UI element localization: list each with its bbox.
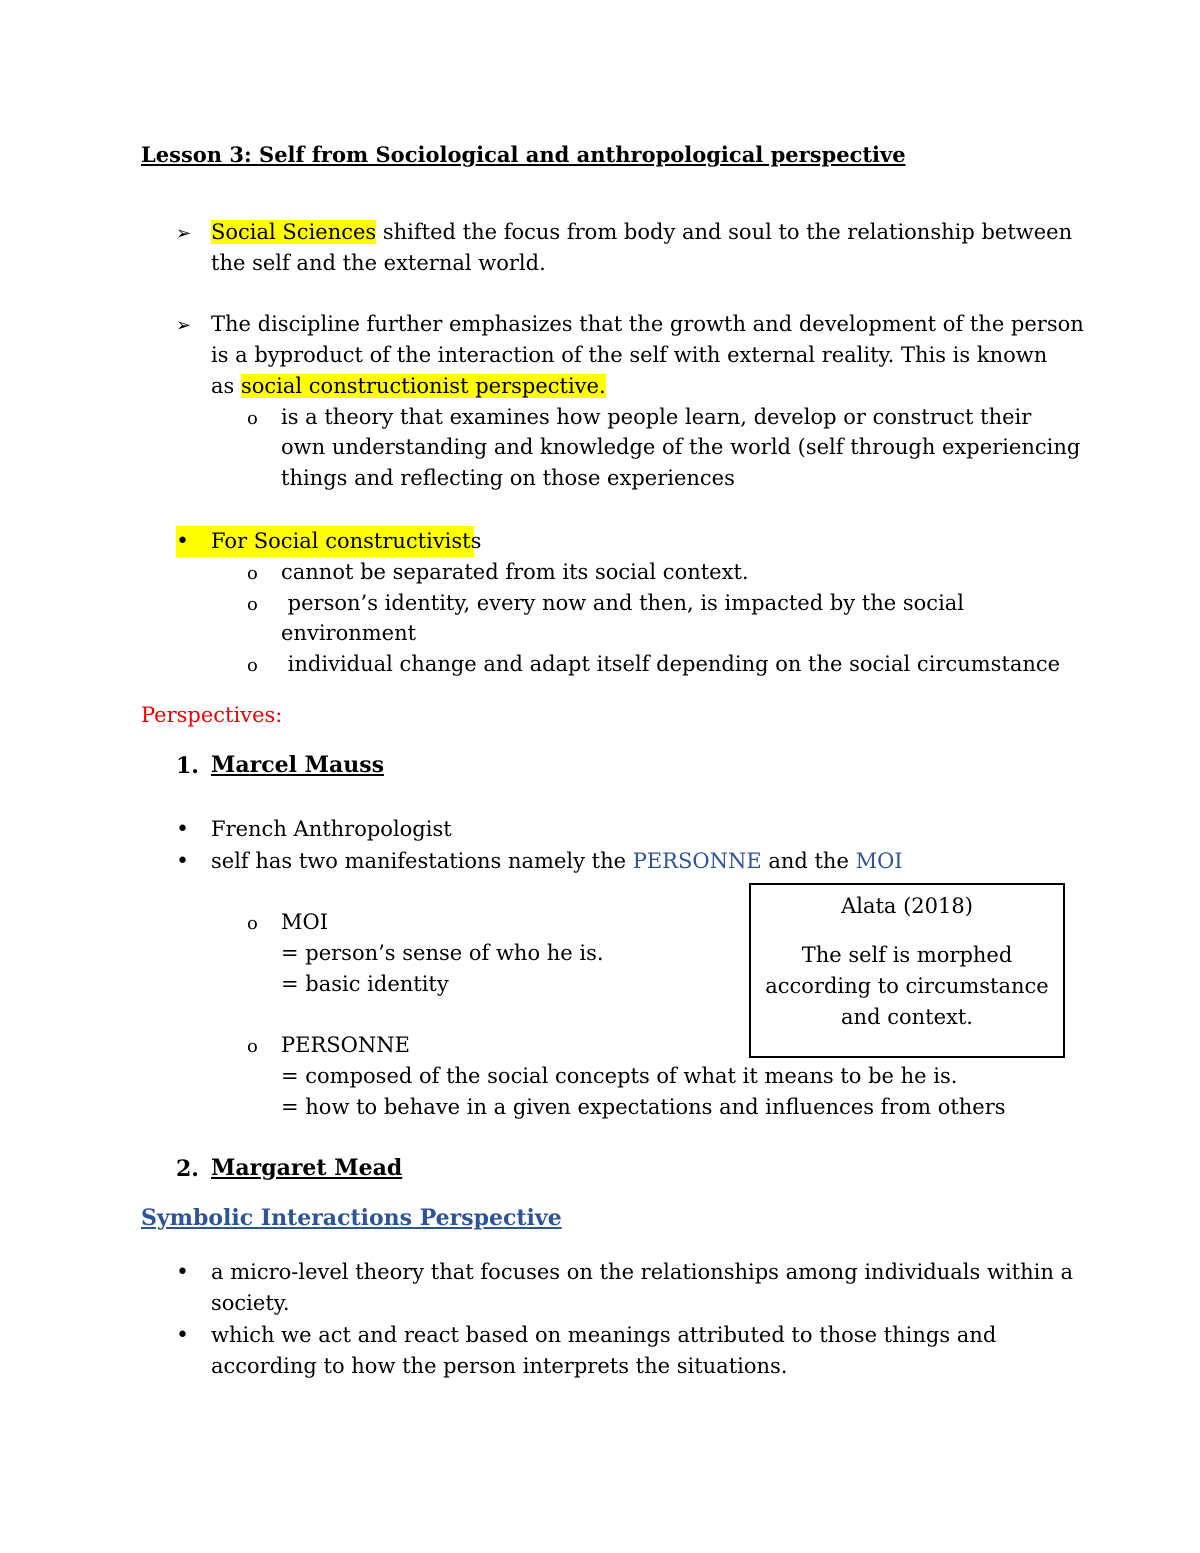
mauss-b2-pre: self has two manifestations namely the — [211, 849, 633, 873]
mauss-bullet-2 — [211, 846, 903, 877]
personne-definition-1: = composed of the social concepts of what it means to be he is. — [281, 1064, 958, 1088]
dot-bullet-icon: • — [176, 1260, 189, 1285]
callout-line-1: The self is morphed — [801, 943, 1013, 967]
dot-bullet-icon: • — [176, 849, 189, 874]
callout-heading: Alata (2018) — [841, 894, 973, 918]
constructivists-item-3: individual change and adapt itself depending on the social circumstance — [281, 652, 1061, 676]
circle-bullet-icon: o — [247, 408, 258, 429]
circle-bullet-icon: o — [247, 1036, 258, 1057]
theory-line-2: own understanding and knowledge of the world (self through experiencing — [281, 435, 1081, 459]
intro-paragraph-2-line-1: The discipline further emphasizes that the growth and development of the person — [211, 312, 1084, 336]
symbolic-item-1-line-1: a micro-level theory that focuses on the relationships among individuals within a — [211, 1260, 1074, 1284]
circle-bullet-icon: o — [247, 563, 258, 584]
dot-bullet-icon: • — [176, 529, 189, 554]
intro-paragraph-2-line-2: is a byproduct of the interaction of the self with external reality. This is known — [211, 343, 1048, 367]
moi-definition-2: = basic identity — [281, 972, 449, 996]
theory-line-3: things and reflecting on those experiences — [281, 466, 735, 490]
moi-term: MOI — [855, 849, 903, 873]
highlight-social-sciences: Social Sciences — [211, 220, 377, 244]
mead-number: 2. — [176, 1156, 199, 1182]
callout-line-2: according to circumstance — [765, 974, 1049, 998]
alata-callout-box — [749, 883, 1065, 1058]
dot-bullet-icon: • — [176, 817, 189, 842]
mauss-number: 1. — [176, 753, 199, 779]
circle-bullet-icon: o — [247, 594, 258, 615]
constructivists-heading — [176, 526, 482, 557]
constructivists-item-2-line-2: environment — [281, 621, 417, 645]
highlight-social-constructionist: social constructionist perspective. — [240, 374, 606, 398]
intro-paragraph-1-line-1 — [211, 217, 1072, 248]
mauss-bullet-1: French Anthropologist — [211, 817, 452, 841]
intro-1-line1-rest: shifted the focus from body and soul to the relationship between — [376, 220, 1073, 244]
intro-paragraph-2-line-3 — [211, 371, 606, 402]
constructivists-item-2-line-1: person’s identity, every now and then, is impacted by the social — [281, 591, 965, 615]
callout-line-3: and context. — [841, 1005, 973, 1029]
circle-bullet-icon: o — [247, 913, 258, 934]
arrow-bullet-icon: ➢ — [176, 315, 192, 336]
symbolic-item-2-line-2: according to how the person interprets the situations. — [211, 1354, 788, 1378]
moi-definition-1: = person’s sense of who he is. — [281, 941, 604, 965]
intro-2-line3-pre: as — [211, 374, 241, 398]
moi-label: MOI — [281, 910, 329, 934]
mauss-name: Marcel Mauss — [211, 752, 384, 778]
mauss-b2-mid: and the — [761, 849, 856, 873]
page-title: Lesson 3: Self from Sociological and anthropological perspective — [141, 142, 906, 167]
symbolic-item-1-line-2: society. — [211, 1291, 290, 1315]
personne-term: PERSONNE — [632, 849, 762, 873]
circle-bullet-icon: o — [247, 655, 258, 676]
personne-definition-2: = how to behave in a given expectations and influences from others — [281, 1095, 1006, 1119]
arrow-bullet-icon: ➢ — [176, 223, 192, 244]
personne-label: PERSONNE — [281, 1033, 410, 1057]
constructivists-item-1: cannot be separated from its social context. — [281, 560, 749, 584]
intro-paragraph-1-line-2: the self and the external world. — [211, 251, 546, 275]
perspectives-label: Perspectives: — [141, 703, 283, 727]
symbolic-item-2-line-1: which we act and react based on meanings attributed to those things and — [211, 1323, 997, 1347]
symbolic-interactions-title: Symbolic Interactions Perspective — [141, 1205, 562, 1231]
theory-line-1: is a theory that examines how people learn, develop or construct their — [281, 405, 1032, 429]
constructivists-label: For Social constructivists — [211, 529, 482, 553]
dot-bullet-icon: • — [176, 1323, 189, 1348]
mead-name: Margaret Mead — [211, 1155, 403, 1181]
